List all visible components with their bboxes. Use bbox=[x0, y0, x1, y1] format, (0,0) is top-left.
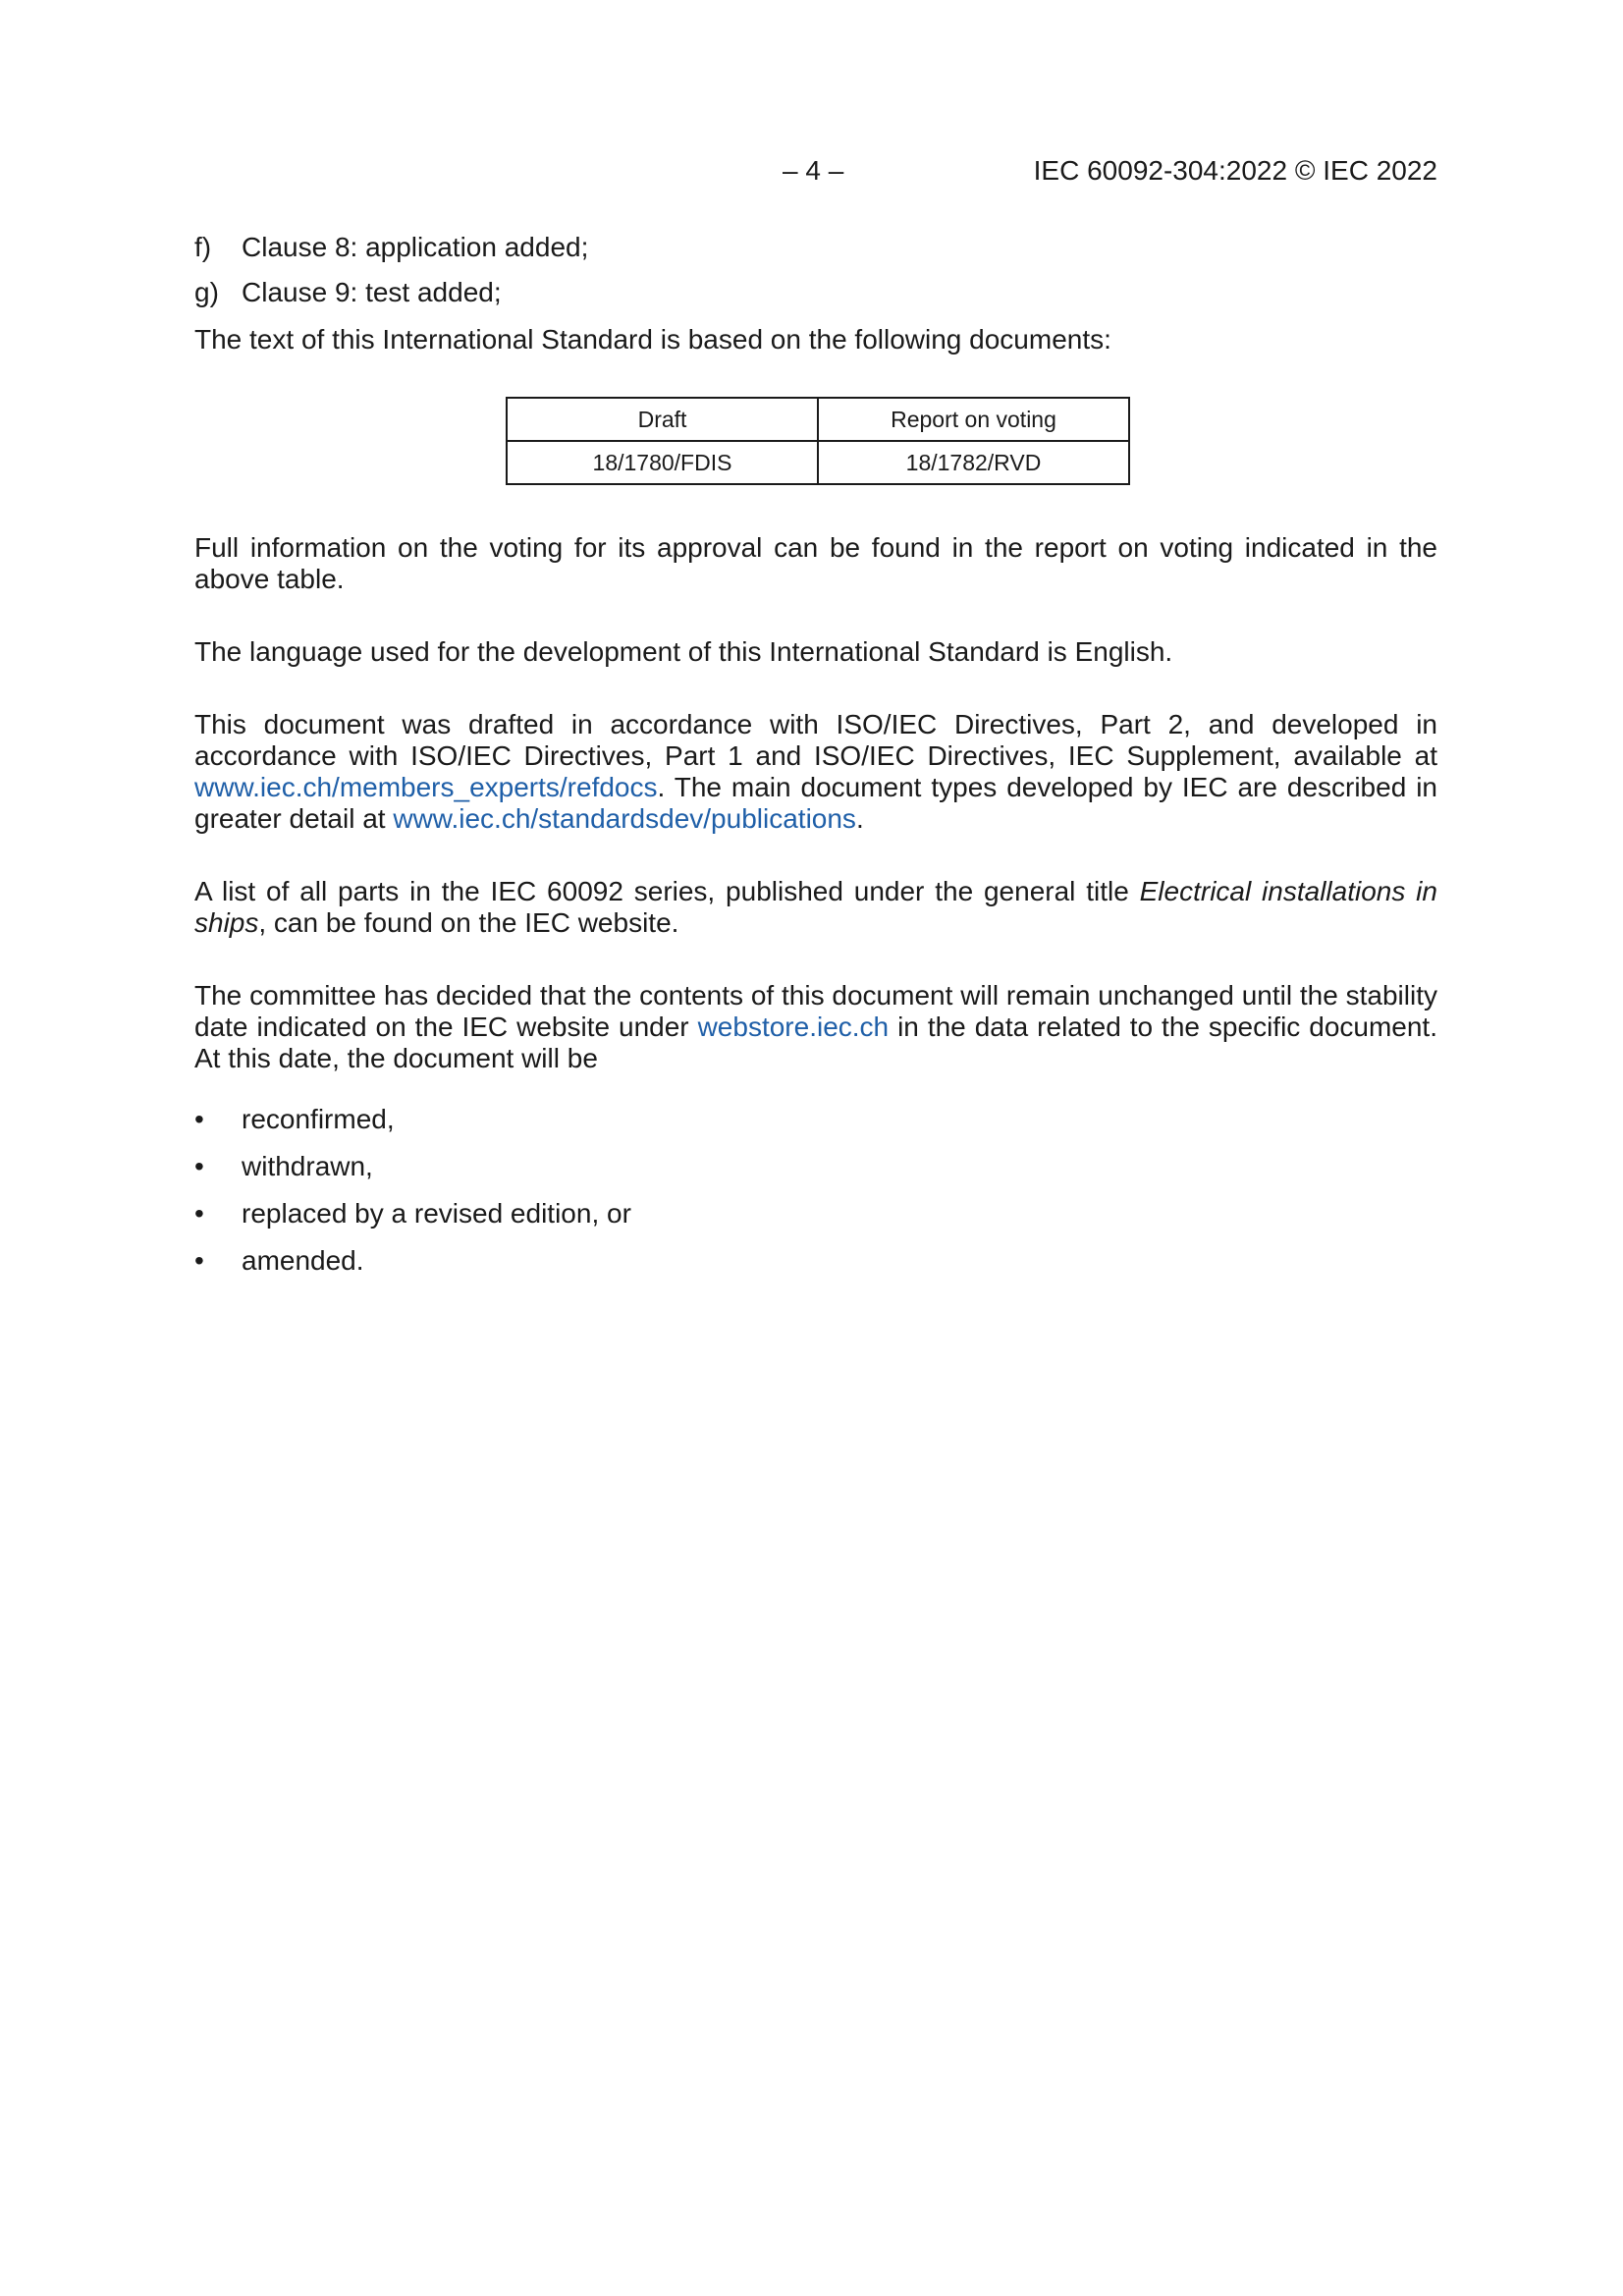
paragraph-text: in the data related to the specific document. At this date, the document will be bbox=[194, 1011, 1437, 1073]
page-number: – 4 – bbox=[783, 155, 844, 186]
table-row bbox=[507, 441, 1129, 484]
list-item bbox=[194, 1151, 1437, 1182]
series-paragraph bbox=[194, 876, 1437, 939]
series-title: Electrical installations in ships bbox=[194, 876, 1437, 938]
table-header-row bbox=[507, 398, 1129, 441]
committee-paragraph bbox=[194, 980, 1437, 1074]
list-item bbox=[194, 277, 1437, 308]
list-item bbox=[194, 232, 1437, 263]
list-item bbox=[194, 1245, 1437, 1277]
webstore-link[interactable]: webstore.iec.ch bbox=[697, 1011, 890, 1042]
paragraph-text: This document was drafted in accordance with ISO/IEC Directives, Part 2, and developed in accordance with ISO/IEC Directives, Part 1 and ISO/IEC Directives, IEC Supplement, available at bbox=[194, 709, 1437, 771]
list-item-text: Clause 9: test added; bbox=[242, 277, 502, 307]
refdocs-link[interactable]: www.iec.ch/members_experts/refdocs bbox=[194, 772, 658, 802]
table-header-cell: Draft bbox=[507, 398, 818, 441]
outcome-list bbox=[194, 1104, 1437, 1277]
list-item bbox=[194, 1104, 1437, 1135]
bullet-icon: • bbox=[194, 1104, 204, 1134]
bullet-icon: • bbox=[194, 1198, 204, 1229]
table-header-cell: Report on voting bbox=[818, 398, 1129, 441]
paragraph-text: , can be found on the IEC website. bbox=[258, 907, 679, 938]
changes-list bbox=[194, 232, 1437, 308]
bullet-icon: • bbox=[194, 1245, 204, 1276]
page-body bbox=[194, 232, 1437, 1292]
paragraph-text: . bbox=[855, 803, 864, 834]
language-paragraph: The language used for the development of this International Standard is English. bbox=[194, 636, 1173, 667]
list-item bbox=[194, 1198, 1437, 1230]
drafting-paragraph bbox=[194, 709, 1437, 835]
list-marker: f) bbox=[194, 232, 212, 262]
paragraph-text: A list of all parts in the IEC 60092 series, published under the general title bbox=[194, 876, 1140, 906]
table-cell: 18/1782/RVD bbox=[818, 441, 1129, 484]
paragraph-text: . The main document types developed by IEC are described in greater detail at bbox=[194, 772, 1437, 834]
document-reference: IEC 60092-304:2022 © IEC 2022 bbox=[1033, 155, 1437, 186]
list-item-text: amended. bbox=[242, 1245, 364, 1276]
list-marker: g) bbox=[194, 277, 219, 307]
list-item-text: reconfirmed, bbox=[242, 1104, 395, 1134]
intro-paragraph: The text of this International Standard is based on the following documents: bbox=[194, 324, 1111, 355]
list-item-text: withdrawn, bbox=[242, 1151, 373, 1181]
paragraph-text: The committee has decided that the contents of this document will remain unchanged until the stability date indicated on the IEC website under bbox=[194, 980, 1437, 1042]
publications-link[interactable]: www.iec.ch/standardsdev/publications bbox=[393, 803, 856, 834]
bullet-icon: • bbox=[194, 1151, 204, 1181]
list-item-text: replaced by a revised edition, or bbox=[242, 1198, 631, 1229]
voting-paragraph: Full information on the voting for its approval can be found in the report on voting indicated in the above table. bbox=[194, 532, 1437, 594]
list-item-text: Clause 8: application added; bbox=[242, 232, 589, 262]
table-cell: 18/1780/FDIS bbox=[507, 441, 818, 484]
documents-table bbox=[506, 397, 1130, 485]
